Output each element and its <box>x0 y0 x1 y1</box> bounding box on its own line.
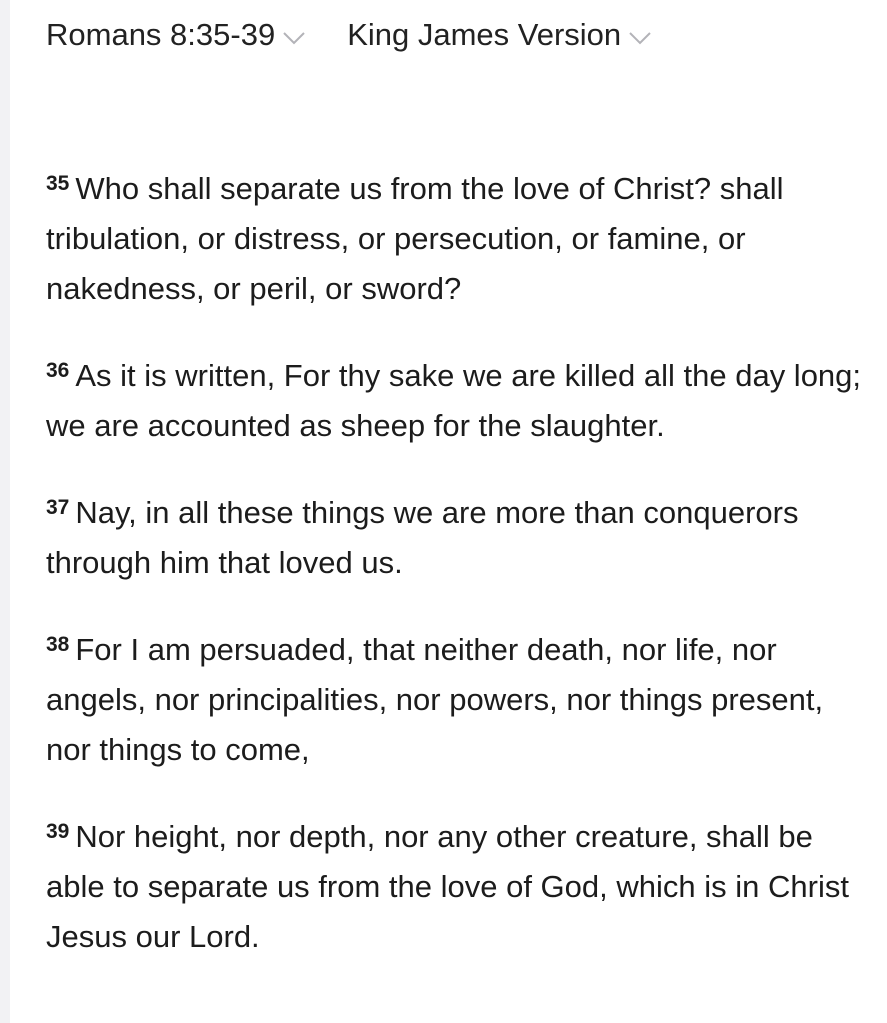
verse-number: 37 <box>46 496 70 519</box>
verse <box>46 620 866 775</box>
verse-number: 39 <box>46 820 70 843</box>
verse-text: As it is written, For thy sake we are killed all the day long; we are accounted as sheep for the slaughter. <box>46 358 862 443</box>
verse-number: 38 <box>46 633 70 656</box>
chevron-down-icon <box>281 28 307 48</box>
version-selector[interactable] <box>347 14 653 56</box>
bible-reader-page <box>10 0 887 1023</box>
passage-selector[interactable] <box>46 14 307 56</box>
verse-text: Who shall separate us from the love of Christ? shall tribulation, or distress, or persecution, or famine, or nakedness, or peril, or sword? <box>46 171 784 306</box>
reader-header <box>46 14 653 56</box>
verse <box>46 159 866 314</box>
passage-label: Romans 8:35-39 <box>46 17 276 52</box>
chevron-down-icon <box>627 28 653 48</box>
version-label: King James Version <box>347 17 622 52</box>
verse-number: 35 <box>46 172 70 195</box>
verse <box>46 483 866 588</box>
verse <box>46 807 866 962</box>
scripture-content <box>46 159 866 994</box>
verse <box>46 346 866 451</box>
verse-text: Nay, in all these things we are more than conquerors through him that loved us. <box>46 495 799 580</box>
verse-text: Nor height, nor depth, nor any other creature, shall be able to separate us from the love of God, which is in Christ Jesus our Lord. <box>46 819 849 954</box>
verse-number: 36 <box>46 359 70 382</box>
verse-text: For I am persuaded, that neither death, nor life, nor angels, nor principalities, nor powers, nor things present, nor things to come, <box>46 632 824 767</box>
